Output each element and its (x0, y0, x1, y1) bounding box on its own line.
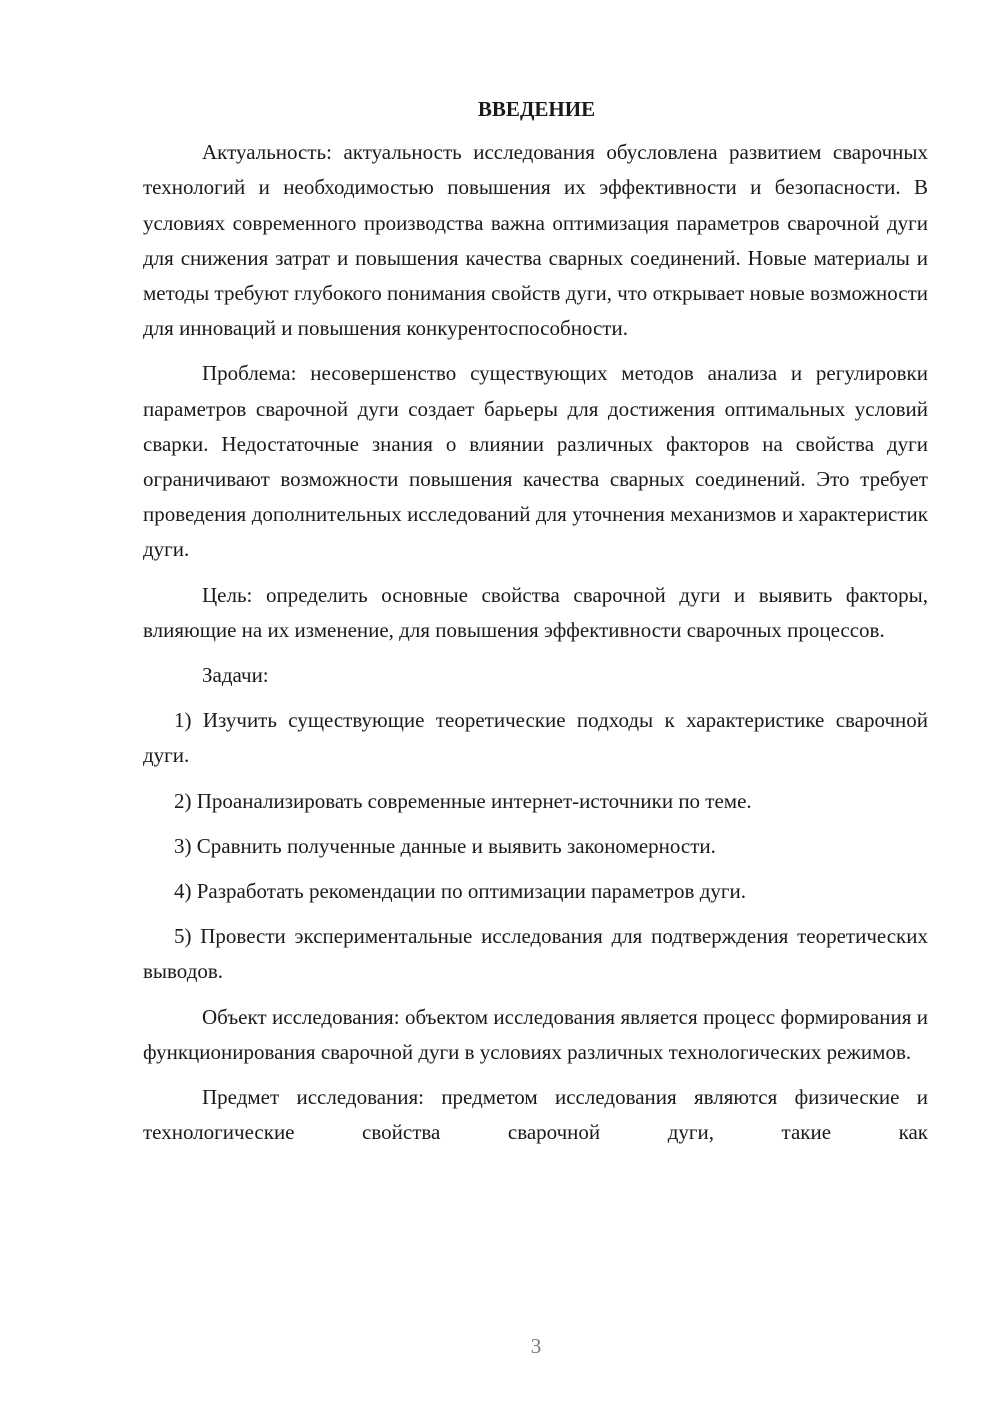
paragraph-object: Объект исследования: объектом исследования является процесс формирования и функционирования сварочной дуги в условиях различных технологических режимов. (143, 1004, 928, 1064)
paragraph-subject: Предмет исследования: предметом исследования являются физические и технологические свойства сварочной дуги, такие как (143, 1085, 928, 1145)
paragraph-goal: Цель: определить основные свойства сварочной дуги и выявить факторы, влияющие на их изменение, для повышения эффективности сварочных процессов. (143, 582, 928, 642)
section-title: ВВЕДЕНИЕ (477, 97, 596, 121)
paragraph-problem: Проблема: несовершенство существующих методов анализа и регулировки параметров сварочной дуги создает барьеры для достижения оптимальных условий сварки. Недостаточные знания о влиянии различных факторов на свойства дуги ограничивают возможности повышения качества сварных соединений. Это требует проведения дополнительных исследований для уточнения механизмов и характеристик дуги. (143, 361, 928, 562)
task-item-5: 5) Провести экспериментальные исследования для подтверждения теоретических выводов. (143, 924, 928, 984)
task-item-1: 1) Изучить существующие теоретические подходы к характеристике сварочной дуги. (143, 708, 928, 768)
task-item-3: 3) Сравнить полученные данные и выявить закономерности. (174, 833, 716, 858)
tasks-heading: Задачи: (202, 663, 269, 688)
paragraph-relevance: Актуальность: актуальность исследования обусловлена развитием сварочных технологий и необходимостью повышения их эффективности и безопасности. В условиях современного производства важна оптимизация параметров сварочной дуги для снижения затрат и повышения качества сварных соединений. Новые материалы и методы требуют глубокого понимания свойств дуги, что открывает новые возможности для инноваций и повышения конкурентоспособности. (143, 140, 928, 341)
task-item-2: 2) Проанализировать современные интернет-источники по теме. (174, 788, 752, 813)
page-number: 3 (530, 1334, 542, 1358)
document-page (143, 92, 928, 1160)
task-item-4: 4) Разработать рекомендации по оптимизации параметров дуги. (174, 879, 746, 904)
